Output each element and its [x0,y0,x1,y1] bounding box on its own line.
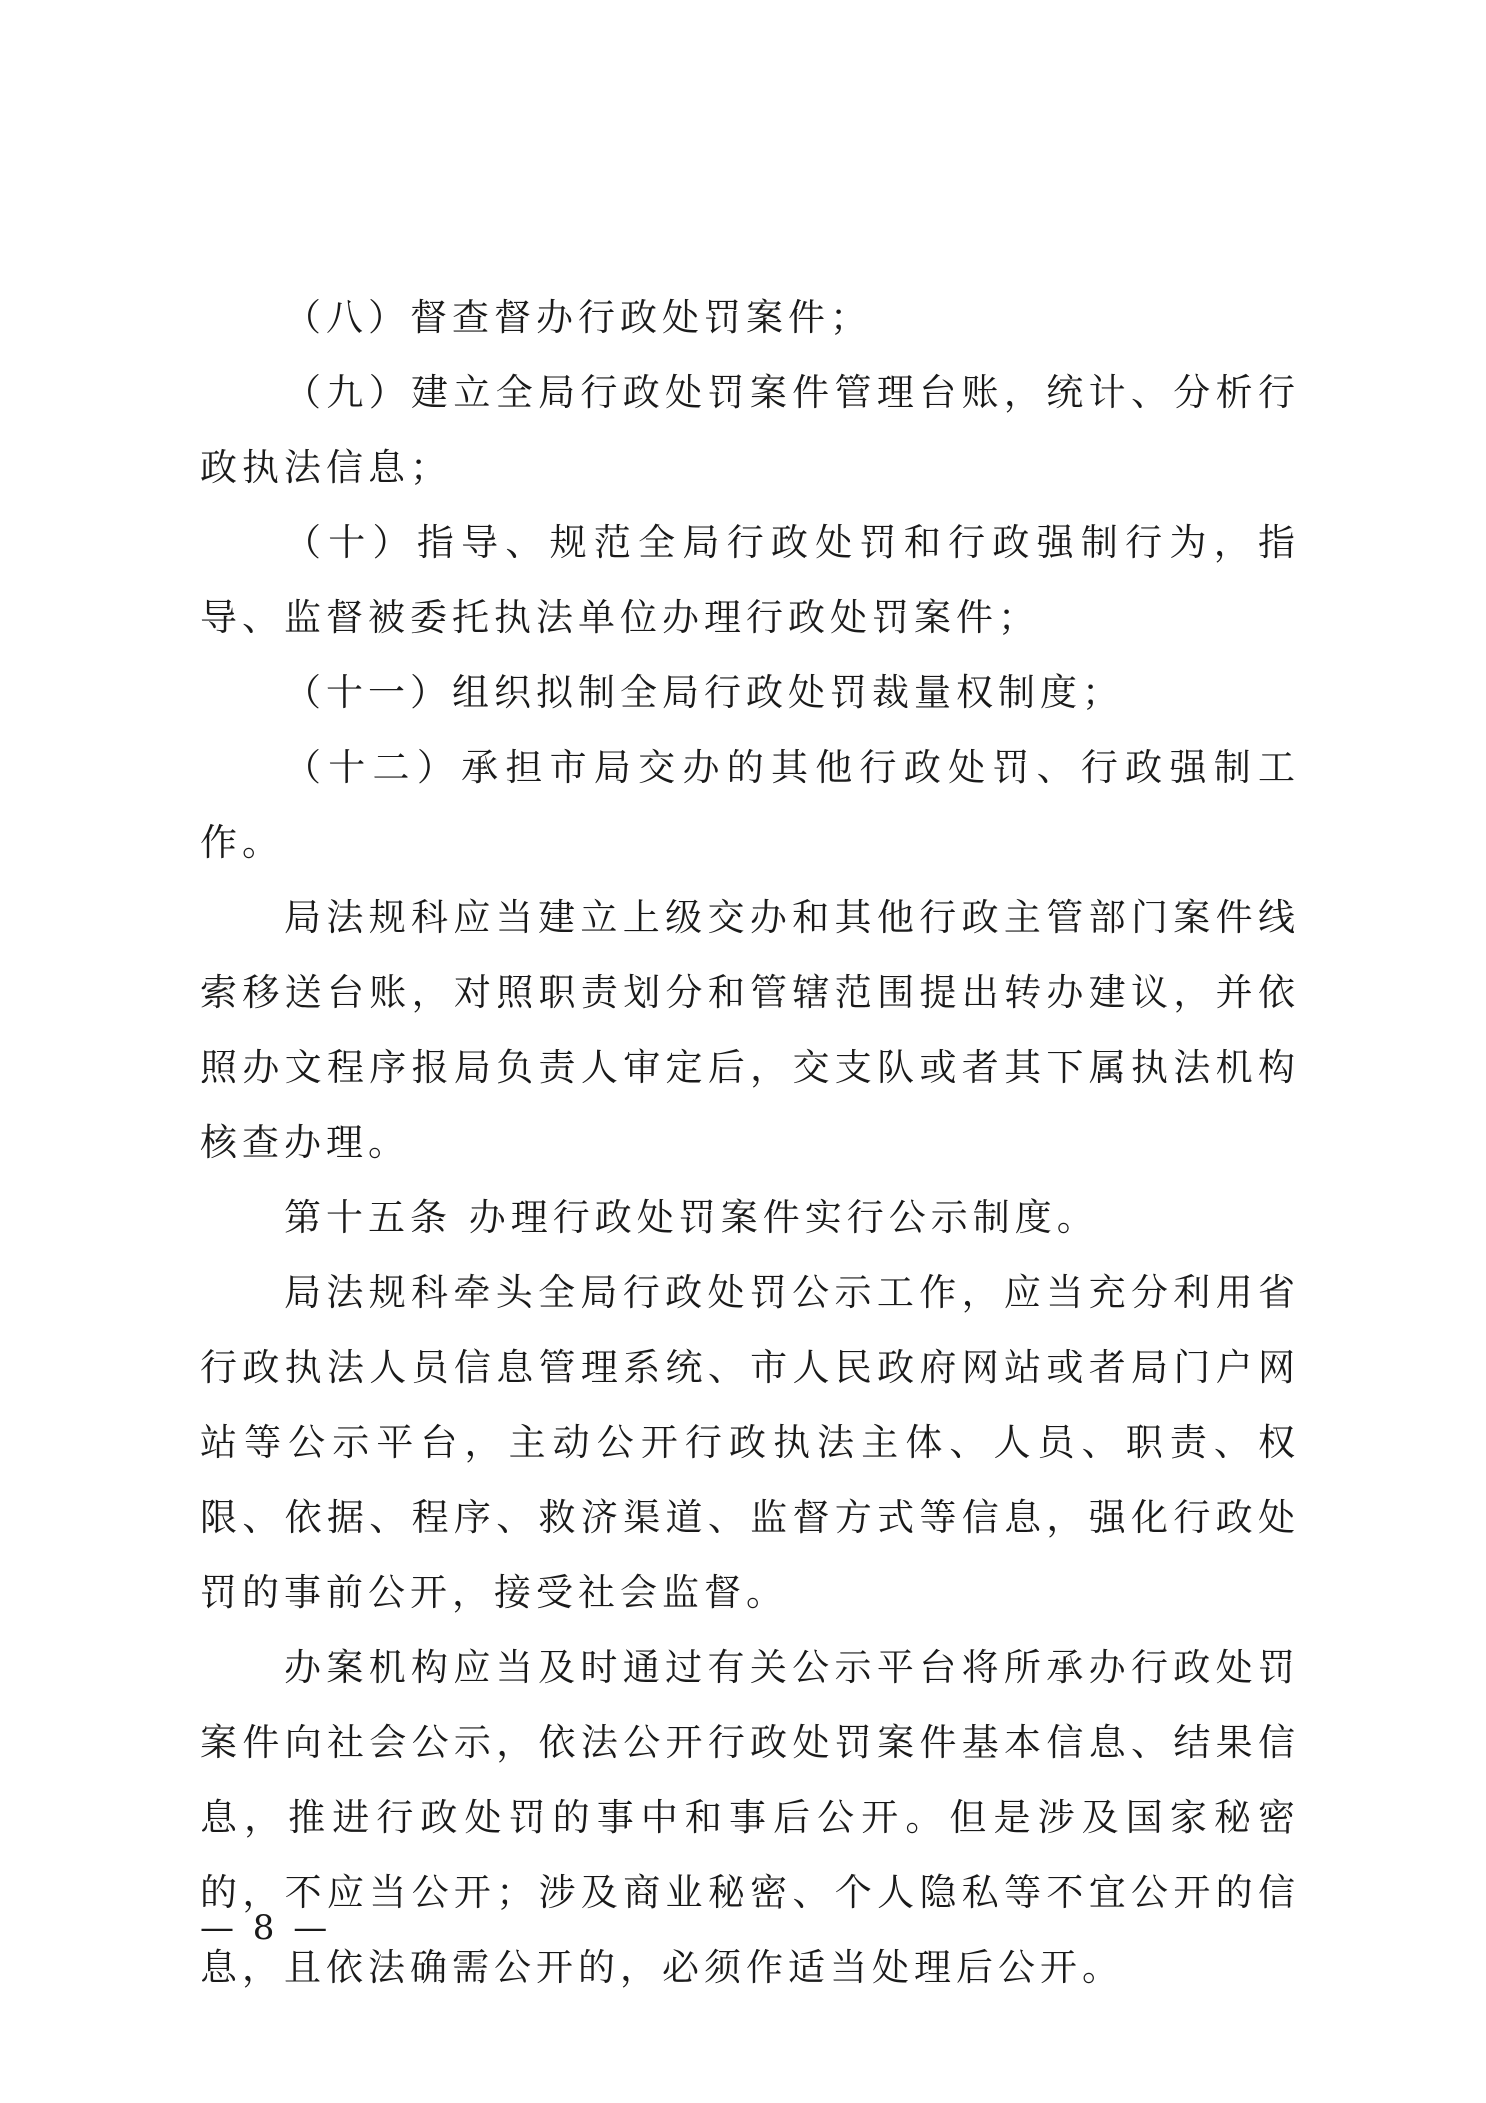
article-15-heading: 第十五条 办理行政处罚案件实行公示制度。 [284,1196,1099,1239]
paragraph-item-8: （八）督查督办行政处罚案件； [284,296,872,339]
paragraph-item-12: （十二）承担市局交办的其他行政处罚、行政强制工作。 [200,746,1300,864]
paragraph-publicity-work: 局法规科牵头全局行政处罚公示工作，应当充分利用省行政执法人员信息管理系统、市人民政府网站或者局门户网站等公示平台，主动公开行政执法主体、人员、职责、权限、依据、程序、救济渠道、监督方式等信息，强化行政处罚的事前公开，接受社会监督。 [200,1271,1300,1614]
paragraph-item-9: （九）建立全局行政处罚案件管理台账，统计、分析行政执法信息； [200,371,1300,489]
paragraph-item-10: （十）指导、规范全局行政处罚和行政强制行为，指导、监督被委托执法单位办理行政处罚案件； [200,521,1300,639]
page-number: — 8 — [200,1908,332,1948]
paragraph-case-transfer: 局法规科应当建立上级交办和其他行政主管部门案件线索移送台账，对照职责划分和管辖范围提出转办建议，并依照办文程序报局负责人审定后，交支队或者其下属执法机构核查办理。 [200,896,1300,1164]
document-body [200,280,1300,2005]
paragraph-case-publicity: 办案机构应当及时通过有关公示平台将所承办行政处罚案件向社会公示，依法公开行政处罚案件基本信息、结果信息，推进行政处罚的事中和事后公开。但是涉及国家秘密的，不应当公开；涉及商业秘密、个人隐私等不宜公开的信息，且依法确需公开的，必须作适当处理后公开。 [200,1646,1300,1989]
paragraph-item-11: （十一）组织拟制全局行政处罚裁量权制度； [284,671,1124,714]
